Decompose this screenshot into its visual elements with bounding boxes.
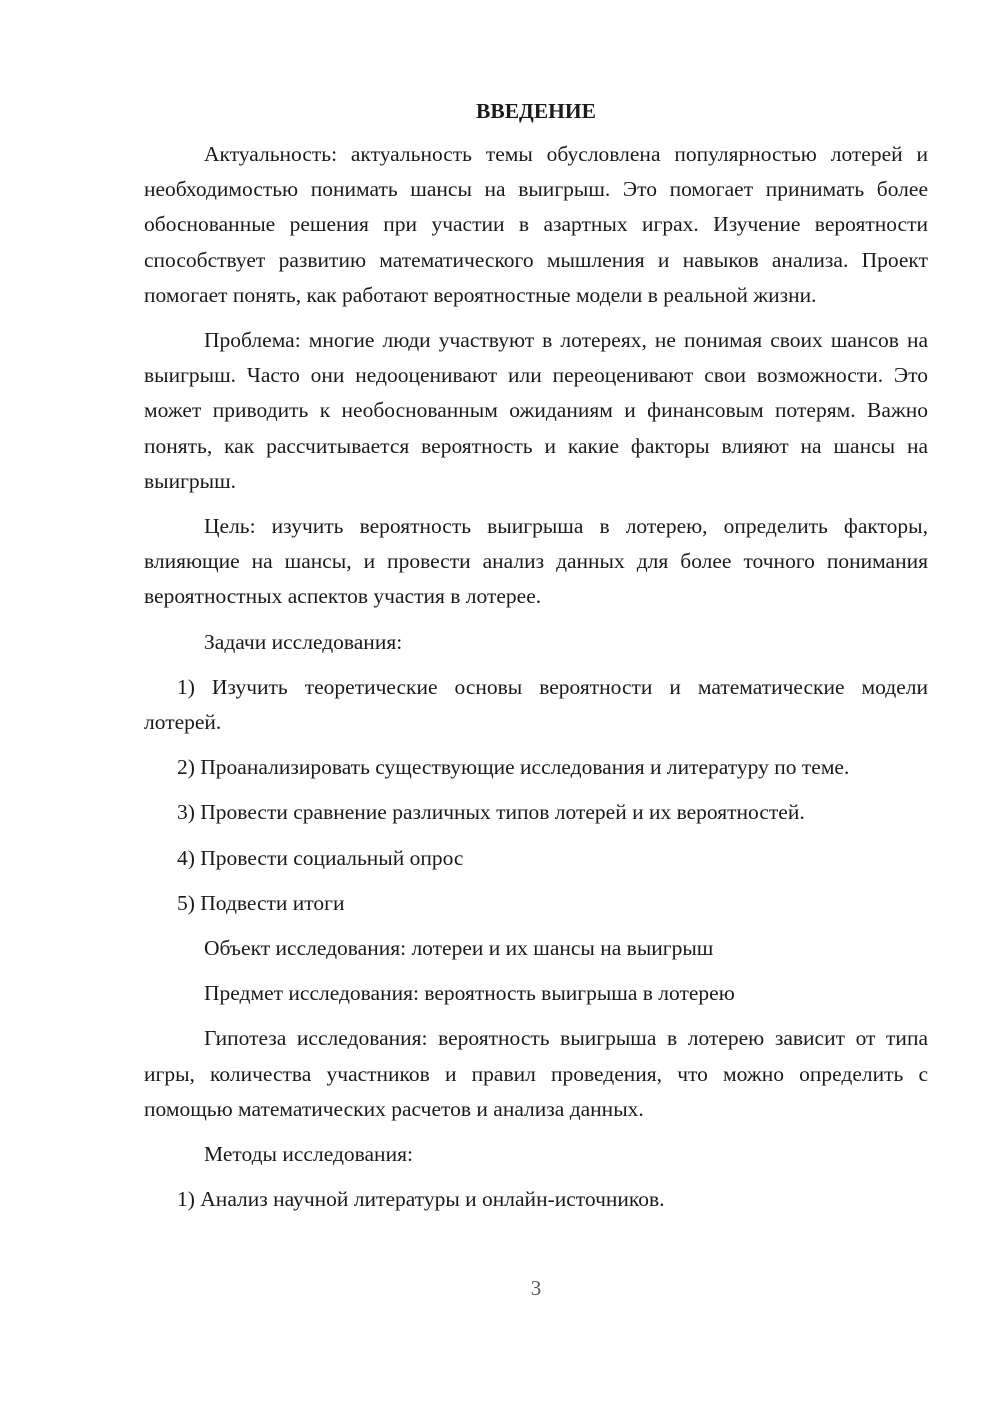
relevance-paragraph: Актуальность: актуальность темы обусловлена популярностью лотерей и необходимостью понимать шансы на выигрыш. Это помогает принимать более обоснованные решения при участии в азартных играх. Изучение вероятности способствует развитию математического мышления и навыков анализа. Проект помогает понять, как работают вероятностные модели в реальной жизни.: [144, 142, 928, 307]
research-subject: Предмет исследования: вероятность выигрыша в лотерею: [204, 981, 735, 1006]
tasks-heading: Задачи исследования:: [204, 629, 403, 654]
task-item: 3) Провести сравнение различных типов лотерей и их вероятностей.: [177, 800, 805, 825]
task-item: 4) Провести социальный опрос: [177, 845, 464, 870]
document-page: [144, 94, 928, 1227]
hypothesis-paragraph: Гипотеза исследования: вероятность выигрыша в лотерею зависит от типа игры, количества участников и правил проведения, что можно определить с помощью математических расчетов и анализа данных.: [144, 1026, 928, 1121]
research-object: Объект исследования: лотереи и их шансы на выигрыш: [204, 936, 714, 961]
task-item: 2) Проанализировать существующие исследования и литературу по теме.: [177, 755, 850, 780]
page-number: 3: [530, 1276, 542, 1300]
task-item: 5) Подвести итоги: [177, 890, 345, 915]
method-item: 1) Анализ научной литературы и онлайн-источников.: [177, 1187, 665, 1212]
page-title: ВВЕДЕНИЕ: [476, 99, 596, 123]
task-item: 1) Изучить теоретические основы вероятности и математические модели лотерей.: [144, 674, 928, 735]
methods-heading: Методы исследования:: [204, 1142, 413, 1167]
goal-paragraph: Цель: изучить вероятность выигрыша в лотерею, определить факторы, влияющие на шансы, и провести анализ данных для более точного понимания вероятностных аспектов участия в лотерее.: [144, 514, 928, 609]
problem-paragraph: Проблема: многие люди участвуют в лотереях, не понимая своих шансов на выигрыш. Часто они недооценивают или переоценивают свои возможности. Это может приводить к необоснованным ожиданиям и финансовым потерям. Важно понять, как рассчитывается вероятность и какие факторы влияют на шансы на выигрыш.: [144, 328, 928, 493]
